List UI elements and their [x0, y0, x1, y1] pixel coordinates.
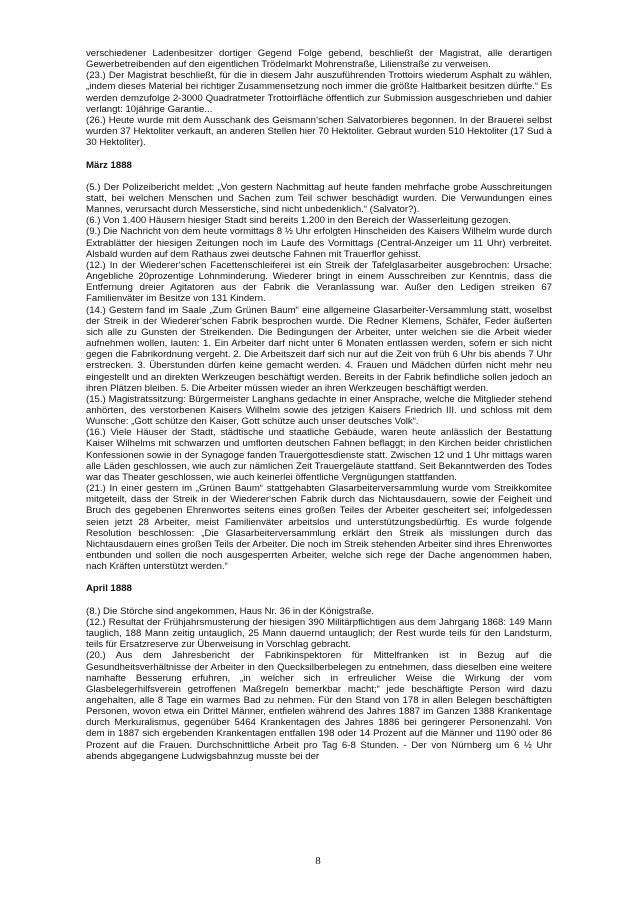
paragraph: (26.) Heute wurde mit dem Ausschank des Geismann‘schen Salvatorbieres begonnen. In der Brauerei selbst wurden 37 Hektoliter verkauft, an anderen Stellen hier 70 Hektoliter. Gebraut wurden 510 Hektoliter (17 Sud à 30 Hektoliter).	[86, 114, 552, 149]
paragraph: (21.) In einer gestern im „Grünen Baum“ stattgehabten Glasarbeiterversammlung wurde vom Streikkomitee mitgeteilt, dass der Streik in der Wiederer‘schen Fabrik durch das Nichtausdauern, sowie der Feigheit und Bruch des gegebenen Ehrenwortes seitens eines großen Teiles der Arbeiter gescheitert sei; infolgedessen seien jetzt 28 Arbeiter, meist Familienväter arbeitslos und unterstützungsbedürftig. Es wurde folgende Resolution beschlossen: „Die Glasarbeiterversammlung erklärt den Streik als misslungen durch das Nichtausdauern eines großen Teils der Arbeiter. Die noch im Streik stehenden Arbeiter sind ihres Ehrenwortes entbunden und sollen die noch ausgesperrten Arbeiter, welche sich rege der Dache angenommen haben, nach Kräften unterstützt werden.“	[86, 483, 552, 573]
spacer	[86, 572, 552, 583]
paragraph: (12.) Resultat der Frühjahrsmusterung der hiesigen 390 Militärpflichtigen aus dem Jahrgang 1868: 149 Mann tauglich, 188 Mann zeitig untauglich, 25 Mann dauernd untauglich; der Rest wurde teils für den Landsturm, teils für Ersatzreserve zur Überweisung in Vorschlag gebracht.	[86, 616, 552, 651]
paragraph: (16.) Viele Häuser der Stadt, städtische und staatliche Gebäude, waren heute anlässlich der Bestattung Kaiser Wilhelms mit schwarzen und umflorten deutschen Fahnen beflaggt; in den Kirchen beider christlichen Konfessionen sowie in der Synagoge fanden Trauergottesdienste statt. Zwischen 12 und 1 Uhr mittags waren alle Läden geschlossen, wie auch zur nämlichen Zeit Trauergeläute stattfand. Seit Bekanntwerden des Todes war das Theater geschlossen, wie auch keinerlei öffentliche Vergnügungen stattfanden.	[86, 427, 552, 483]
paragraph: (6.) Von 1.400 Häusern hiesiger Stadt sind bereits 1.200 in den Bereich der Wasserleitung gezogen.	[86, 215, 511, 227]
paragraph: (20.) Aus dem Jahresbericht der Fabrikinspektoren für Mittelfranken ist in Bezug auf die Gesundheitsverhältnisse der Arbeiter in den Quecksilberbelegen zu entnehmen, dass dieselben eine weitere namhafte Besserung erfuhren, „in welcher sich in erfreulicher Weise die Wirkung der vom Glasbelegerhilfsverein getroffenen Maßregeln bemerkbar macht;“ jede beschäftigte Person wird dazu angehalten, alle 8 Tage ein warmes Bad zu nehmen. Für den Stand von 178 in allen Belegen beschäftigten Personen, wovon etwa ein Drittel Männer, entfielen während des Jahres 1887 im Ganzen 1388 Krankentage durch Merkuralismus, gegenüber 5464 Krankentagen des Jahres 1886 bei geringerer Personenzahl. Von dem in 1887 sich ergebenden Krankentagen entfallen 198 oder 14 Prozent auf die Männer und 1190 oder 86 Prozent auf die Frauen. Durchschnittliche Arbeit pro Tag 6-8 Stunden. - Der von Nürnberg um 6 ½ Uhr abends abgegangene Ludwigsbahnzug musste bei der	[86, 650, 552, 762]
spacer	[86, 595, 552, 606]
paragraph: (23.) Der Magistrat beschließt, für die in diesem Jahr auszuführenden Trottoirs wiederum Asphalt zu wählen, „indem dieses Material bei richtiger Zusammensetzung noch immer die größte Haltbarkeit besitzen dürfte.“ Es werden demzufolge 2-3000 Quadratmeter Trottoirfläche öffentlich zur Submission ausgeschrieben und dahier verlangt: 10jährige Garantie...	[86, 70, 552, 115]
paragraph: verschiedener Ladenbesitzer dortiger Gegend Folge gebend, beschließt der Magistrat, alle derartigen Gewerbetreibenden auf den eigentlichen Trödelmarkt Mohrenstraße, Lilienstraße zu verweisen.	[86, 48, 552, 71]
paragraph: (9.) Die Nachricht von dem heute vormittags 8 ½ Uhr erfolgten Hinscheiden des Kaisers Wilhelm wurde durch Extrablätter der hiesigen Zeitungen noch im Laufe des Vormittags (Central-Anzeiger um 11 Uhr) verbreitet. Alsbald wurden auf dem Rathaus zwei deutsche Fahnen mit Trauerflor gehisst.	[86, 226, 552, 260]
section-heading-maerz: März 1888	[86, 159, 132, 171]
spacer	[86, 171, 552, 182]
spacer	[86, 148, 552, 159]
paragraph: (8.) Die Störche sind angekommen, Haus Nr. 36 in der Königstraße.	[86, 605, 374, 617]
section-heading-april: April 1888	[86, 583, 132, 595]
page-content	[86, 48, 552, 762]
paragraph: (15.) Magistratssitzung: Bürgermeister Langhans gedachte in einer Ansprache, welche die Mitglieder stehend anhörten, des verstorbenen Kaisers Wilhelm sowie des jetzigen Kaisers Friedrich III. und schloss mit dem Wunsche: „Gott schütze den Kaiser, Gott schütze auch unser deutsches Volk“.	[86, 393, 552, 428]
paragraph: (14.) Gestern fand im Saale „Zum Grünen Baum“ eine allgemeine Glasarbeiter-Versammlung statt, woselbst der Streik in der Wiederer‘schen Fabrik besprochen wurde. Die Redner Klemens, Schäfer, Feder äußerten sich alle zu Gunsten der Streikenden. Die Bedingungen der Arbeiter, unter welchen sie die Arbeit wieder aufnehmen wollen, lauten: 1. Ein Arbeiter darf nicht unter 6 Monaten entlassen werden, sofern er sich nicht gegen die Fabrikordnung vergeht. 2. Die Arbeitszeit darf sich nur auf die Zeit von früh 6 Uhr bis abends 7 Uhr erstrecken. 3. Überstunden dürfen keine gemacht werden. 4. Frauen und Mädchen dürfen nicht mehr neu eingestellt und an direkten Werkzeugen beschäftigt werden. Bereits in der Fabrik befindliche sollen jedoch an ihren Plätzen bleiben. 5. Die Arbeiter müssen wieder an ihren Werkzeugen beschäftigt werden.	[86, 304, 552, 394]
paragraph: (12.) In der Wiederer‘schen Facettenschleiferei ist ein Streik der Tafelglasarbeiter ausgebrochen: Ursache: Angebliche 20prozentige Lohnminderung. Wiederer bringt in einem Ausschreiben zur Kenntnis, dass die Entfernung dreier Agitatoren aus der Fabrik die Veranlassung war. Außer den Ledigen streiken 67 Familienväter im Besitze von 131 Kindern.	[86, 259, 552, 305]
paragraph: (5.) Der Polizeibericht meldet: „Von gestern Nachmittag auf heute fanden mehrfache grobe Ausschreitungen statt, bei welchen Menschen und Sachen zum Teil schwer beschädigt wurden. Die Verwundungen eines Mannes, verursacht durch Messerstiche, sind nicht unbedenklich.“ (Salvator?).	[86, 181, 552, 216]
page-number: 8	[315, 855, 321, 867]
